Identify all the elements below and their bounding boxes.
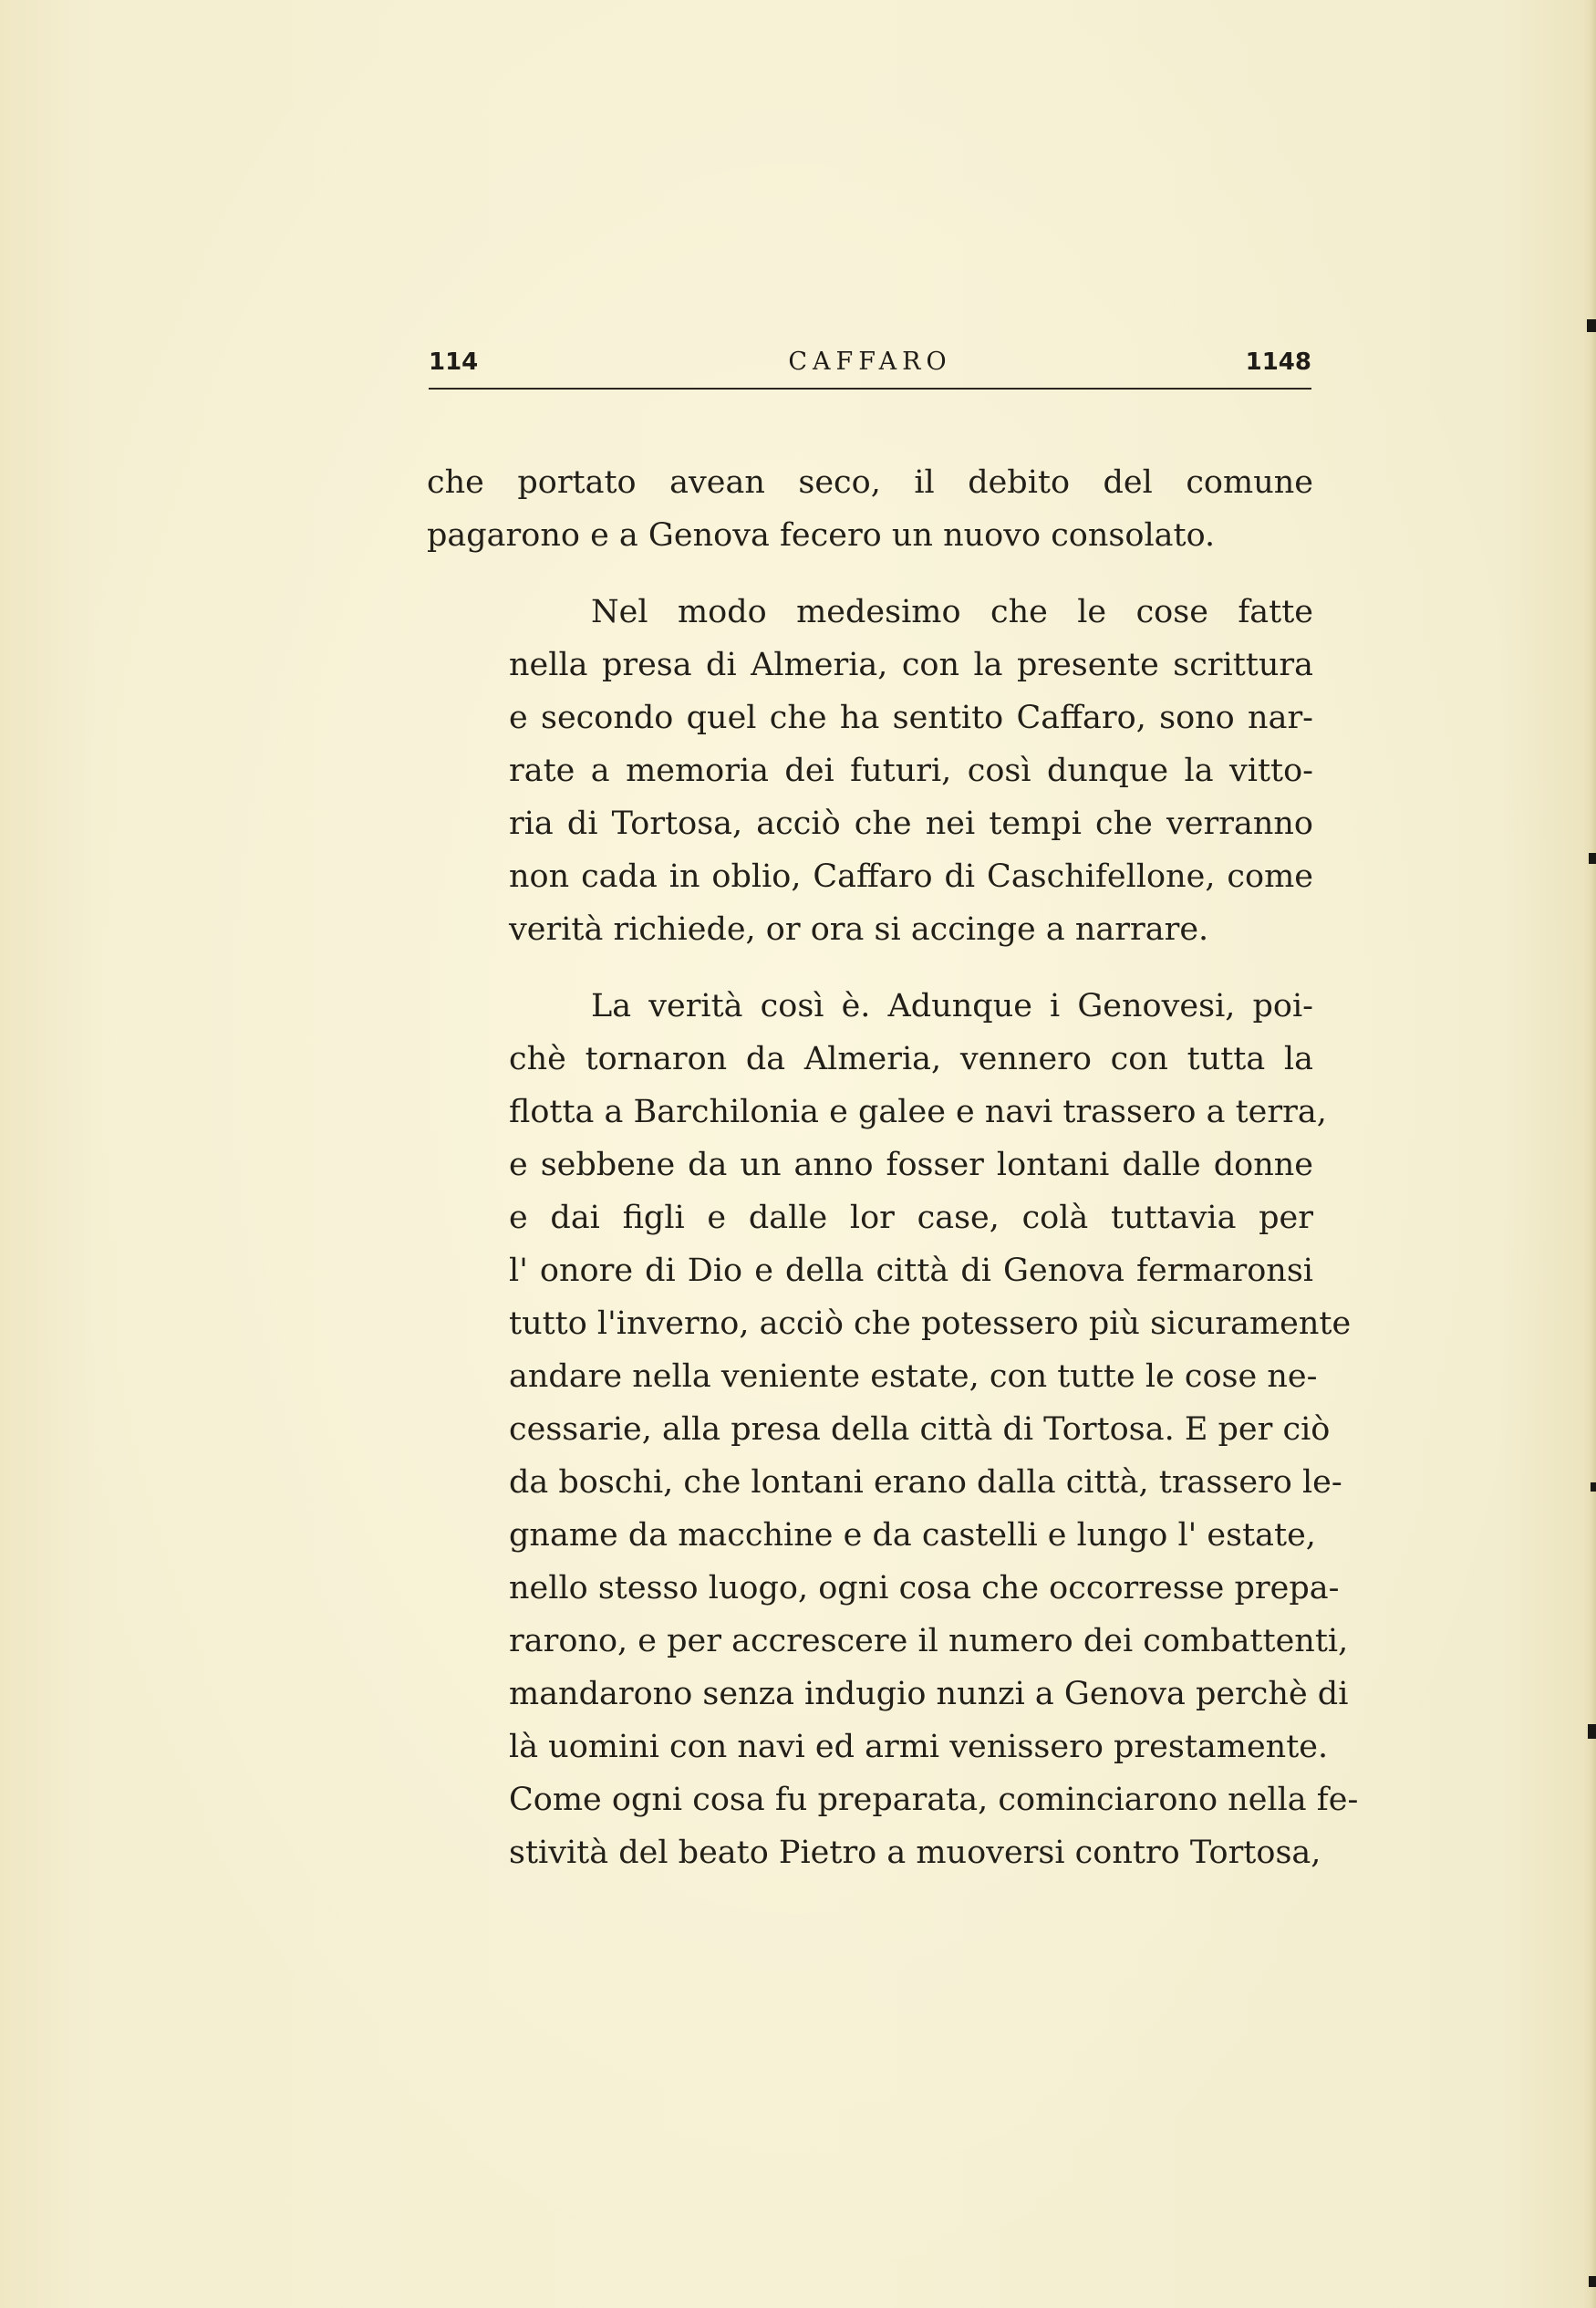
running-head — [429, 340, 1311, 384]
text-line: mandarono senza indugio nunzi a Genova perchè di — [509, 1676, 1349, 1712]
text-line: nello stesso luogo, ogni cosa che occorresse prepa- — [509, 1570, 1340, 1606]
edge-mark — [1587, 319, 1596, 332]
running-title: CAFFARO — [788, 348, 952, 376]
header-rule — [429, 388, 1311, 390]
text-line: rate a memoria dei futuri, così dunque la vitto- — [509, 753, 1313, 789]
edge-mark — [1591, 1482, 1596, 1492]
text-line: che portato avean seco, il debito del comune — [427, 464, 1313, 501]
text-line: cessarie, alla presa della città di Tortosa. E per ciò — [509, 1411, 1331, 1448]
text-line: La verità così è. Adunque i Genovesi, poi- — [591, 988, 1313, 1024]
text-line: l' onore di Dio e della città di Genova fermaronsi — [509, 1253, 1313, 1289]
page-number: 114 — [429, 348, 479, 376]
text-line: Come ogni cosa fu preparata, cominciarono nella fe- — [509, 1782, 1359, 1818]
text-line: verità richiede, or ora si accinge a narrare. — [509, 911, 1209, 948]
text-line: ria di Tortosa, acciò che nei tempi che verranno — [509, 806, 1313, 842]
edge-mark — [1589, 2276, 1596, 2287]
text-line: stività del beato Pietro a muoversi contro Tortosa, — [509, 1835, 1321, 1871]
text-line: non cada in oblio, Caffaro di Caschifellone, come — [509, 858, 1313, 895]
text-line: e dai figli e dalle lor case, colà tuttavia per — [509, 1200, 1313, 1236]
text-line: tutto l'inverno, acciò che potessero più sicuramente — [509, 1305, 1352, 1342]
paragraph — [427, 456, 1313, 562]
text-line: gname da macchine e da castelli e lungo l' estate, — [509, 1517, 1316, 1554]
text-line: Nel modo medesimo che le cose fatte — [591, 594, 1313, 630]
text-line: e secondo quel che ha sentito Caffaro, sono nar- — [509, 700, 1313, 736]
text-line: rarono, e per accrescere il numero dei combattenti, — [509, 1623, 1349, 1659]
text-line: nella presa di Almeria, con la presente scrittura — [509, 647, 1313, 683]
paragraph — [427, 586, 1313, 956]
edge-mark — [1588, 1724, 1596, 1739]
year-marker: 1148 — [1245, 348, 1311, 376]
text-line: là uomini con navi ed armi venissero prestamente. — [509, 1729, 1329, 1765]
text-line: e sebbene da un anno fosser lontani dalle donne — [509, 1147, 1313, 1183]
page-edge — [1583, 0, 1596, 2308]
edge-mark — [1589, 853, 1596, 864]
text-line: chè tornaron da Almeria, vennero con tutta la — [509, 1041, 1313, 1077]
text-line: pagarono e a Genova fecero un nuovo consolato. — [427, 517, 1216, 554]
text-line: andare nella veniente estate, con tutte le cose ne- — [509, 1358, 1318, 1395]
text-line: da boschi, che lontani erano dalla città, trassero le- — [509, 1464, 1342, 1501]
body-text — [427, 456, 1359, 1903]
paragraph — [427, 980, 1359, 1879]
text-line: flotta a Barchilonia e galee e navi trassero a terra, — [509, 1094, 1327, 1130]
